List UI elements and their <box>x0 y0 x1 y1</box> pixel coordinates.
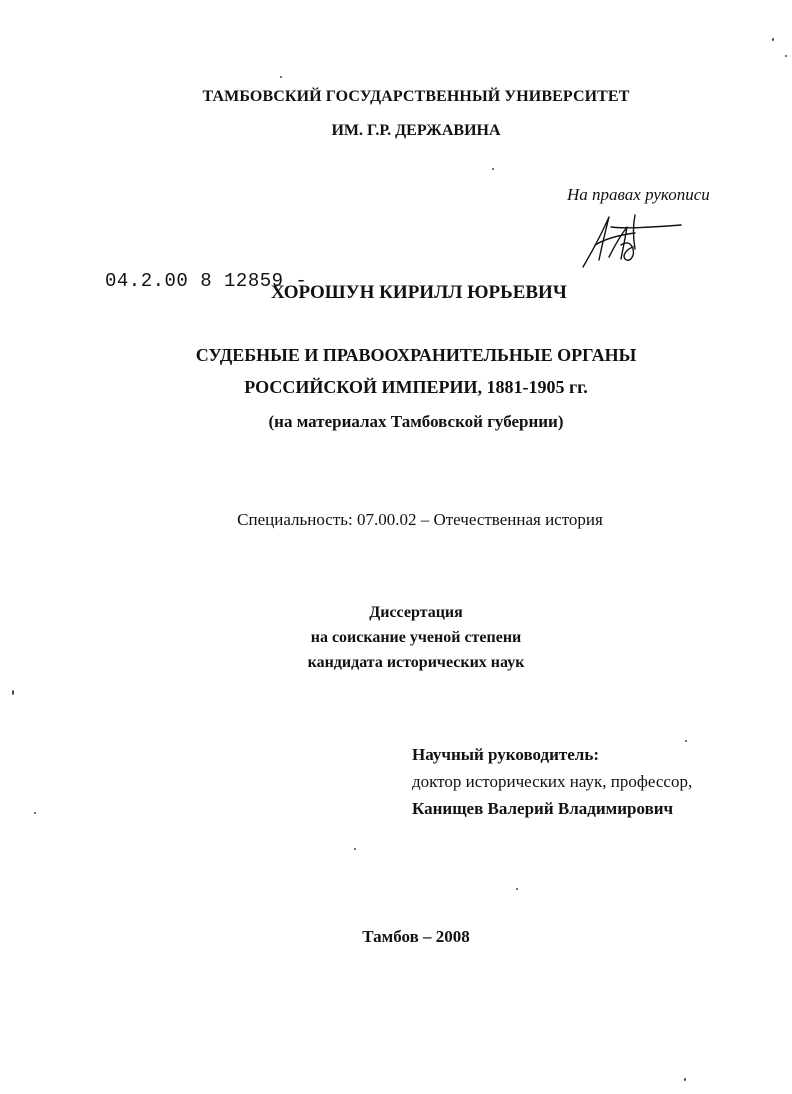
scan-speck <box>785 55 787 57</box>
university-named-after: ИМ. Г.Р. ДЕРЖАВИНА <box>331 122 501 139</box>
scan-speck <box>280 76 282 78</box>
archive-stamp-number: 04.2.00 8 12859 - <box>105 270 308 292</box>
handwritten-signature-icon <box>575 205 685 275</box>
dissertation-title-line-2: РОССИЙСКОЙ ИМПЕРИИ, 1881-1905 гг. <box>244 377 588 397</box>
author-name: ХОРОШУН КИРИЛЛ ЮРЬЕВИЧ <box>271 282 567 303</box>
scan-speck <box>12 690 14 695</box>
supervisor-degree: доктор исторических наук, профессор, <box>412 772 693 791</box>
specialty-code: Специальность: 07.00.02 – Отечественная история <box>237 510 603 529</box>
supervisor-name: Канищев Валерий Владимирович <box>412 799 674 818</box>
dissertation-label: Диссертация <box>369 604 463 621</box>
dissertation-title-line-1: СУДЕБНЫЕ И ПРАВООХРАНИТЕЛЬНЫЕ ОРГАНЫ <box>195 345 637 365</box>
degree-purpose: на соискание ученой степени <box>310 629 522 646</box>
place-and-year: Тамбов – 2008 <box>362 927 470 946</box>
scan-speck <box>34 812 36 814</box>
degree-name: кандидата исторических наук <box>307 654 525 671</box>
dissertation-subtitle: (на материалах Тамбовской губернии) <box>268 412 564 431</box>
scan-speck <box>684 1078 686 1081</box>
university-name: ТАМБОВСКИЙ ГОСУДАРСТВЕННЫЙ УНИВЕРСИТЕТ <box>202 88 630 105</box>
scan-speck <box>354 848 356 850</box>
scan-speck <box>685 740 687 742</box>
scan-speck <box>492 168 494 170</box>
scan-speck <box>516 888 518 890</box>
supervisor-label: Научный руководитель: <box>412 745 599 764</box>
manuscript-rights-note: На правах рукописи <box>567 185 710 204</box>
scan-speck <box>772 38 774 41</box>
